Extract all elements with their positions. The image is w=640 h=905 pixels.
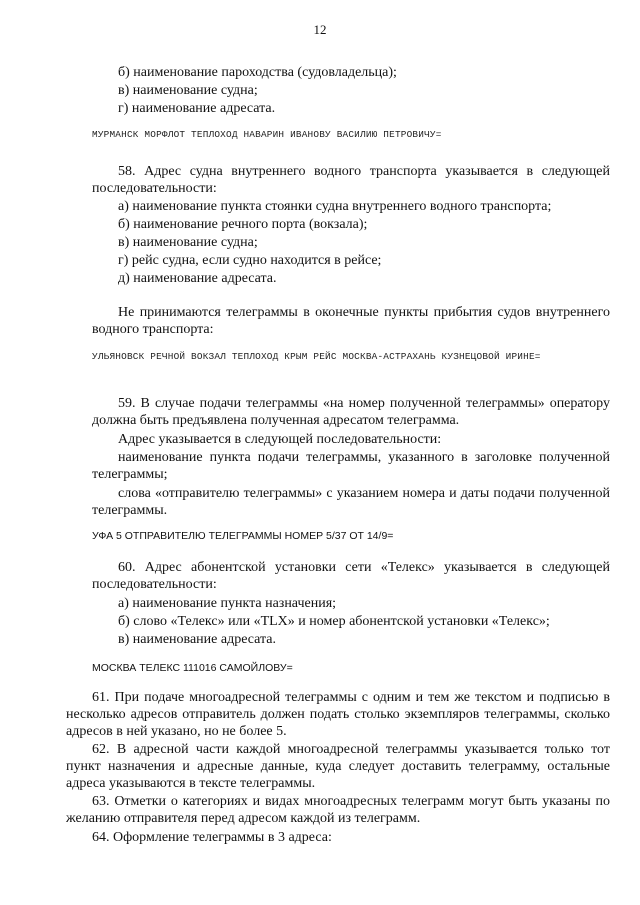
section-58-intro: 58. Адрес судна внутреннего водного транспорта указывается в следующей последовательности: [92,164,610,196]
list-item: в) наименование судна; [118,235,258,250]
telegram-address-example: УФА 5 ОТПРАВИТЕЛЮ ТЕЛЕГРАММЫ НОМЕР 5/37 ОТ 14/9= [92,530,394,542]
section-59-paragraph: наименование пункта подачи телеграммы, указанного в заголовке полученной телеграммы; [92,450,610,482]
page-number: 12 [313,22,327,37]
section-61-paragraph: 61. При подаче многоадресной телеграммы с одним и тем же текстом и подписью в несколько адресов отправитель должен подать столько экземпляров телеграммы, сколько адресов в ней указано, но не более 5. [66,690,610,739]
section-62-paragraph: 62. В адресной части каждой многоадресной телеграммы указывается только тот пункт назначения и адресные данные, куда следует доставить телеграмму, остальные адреса указываются в тексте телеграммы. [66,742,610,791]
section-58-note: Не принимаются телеграммы в оконечные пункты прибытия судов внутреннего водного транспорта: [92,305,610,337]
list-item: а) наименование пункта назначения; [118,596,337,611]
list-item: б) наименование пароходства (судовладельца); [118,65,397,80]
list-item: б) слово «Телекс» или «TLX» и номер абонентской установки «Телекс»; [118,614,550,629]
section-63-paragraph: 63. Отметки о категориях и видах многоадресных телеграмм могут быть указаны по желанию отправителя перед адресом каждой из телеграмм. [66,794,610,826]
telegram-address-example: УЛЬЯНОВСК РЕЧНОЙ ВОКЗАЛ ТЕПЛОХОД КРЫМ РЕЙС МОСКВА-АСТРАХАНЬ КУЗНЕЦОВОЙ ИРИНЕ= [92,351,541,362]
list-item: г) рейс судна, если судно находится в рейсе; [118,253,382,268]
list-item: в) наименование адресата. [118,632,277,647]
list-item: в) наименование судна; [118,83,258,98]
telegram-address-example: МУРМАНСК МОРФЛОТ ТЕПЛОХОД НАВАРИН ИВАНОВУ ВАСИЛИЮ ПЕТРОВИЧУ= [92,129,442,140]
section-59-paragraph: слова «отправителю телеграммы» с указанием номера и даты подачи полученной телеграммы. [92,486,610,518]
section-59-paragraph: Адрес указывается в следующей последовательности: [118,432,442,447]
list-item: г) наименование адресата. [118,101,276,116]
list-item: б) наименование речного порта (вокзала); [118,217,368,232]
telegram-address-example: МОСКВА ТЕЛЕКС 111016 САМОЙЛОВУ= [92,662,293,674]
section-60-intro: 60. Адрес абонентской установки сети «Телекс» указывается в следующей последовательности: [92,560,610,592]
list-item: а) наименование пункта стоянки судна внутреннего водного транспорта; [118,199,552,214]
section-59-paragraph: 59. В случае подачи телеграммы «на номер полученной телеграммы» оператору должна быть предъявлена полученная адресатом телеграмма. [92,396,610,428]
section-64-paragraph: 64. Оформление телеграммы в 3 адреса: [92,830,332,845]
list-item: д) наименование адресата. [118,271,277,286]
